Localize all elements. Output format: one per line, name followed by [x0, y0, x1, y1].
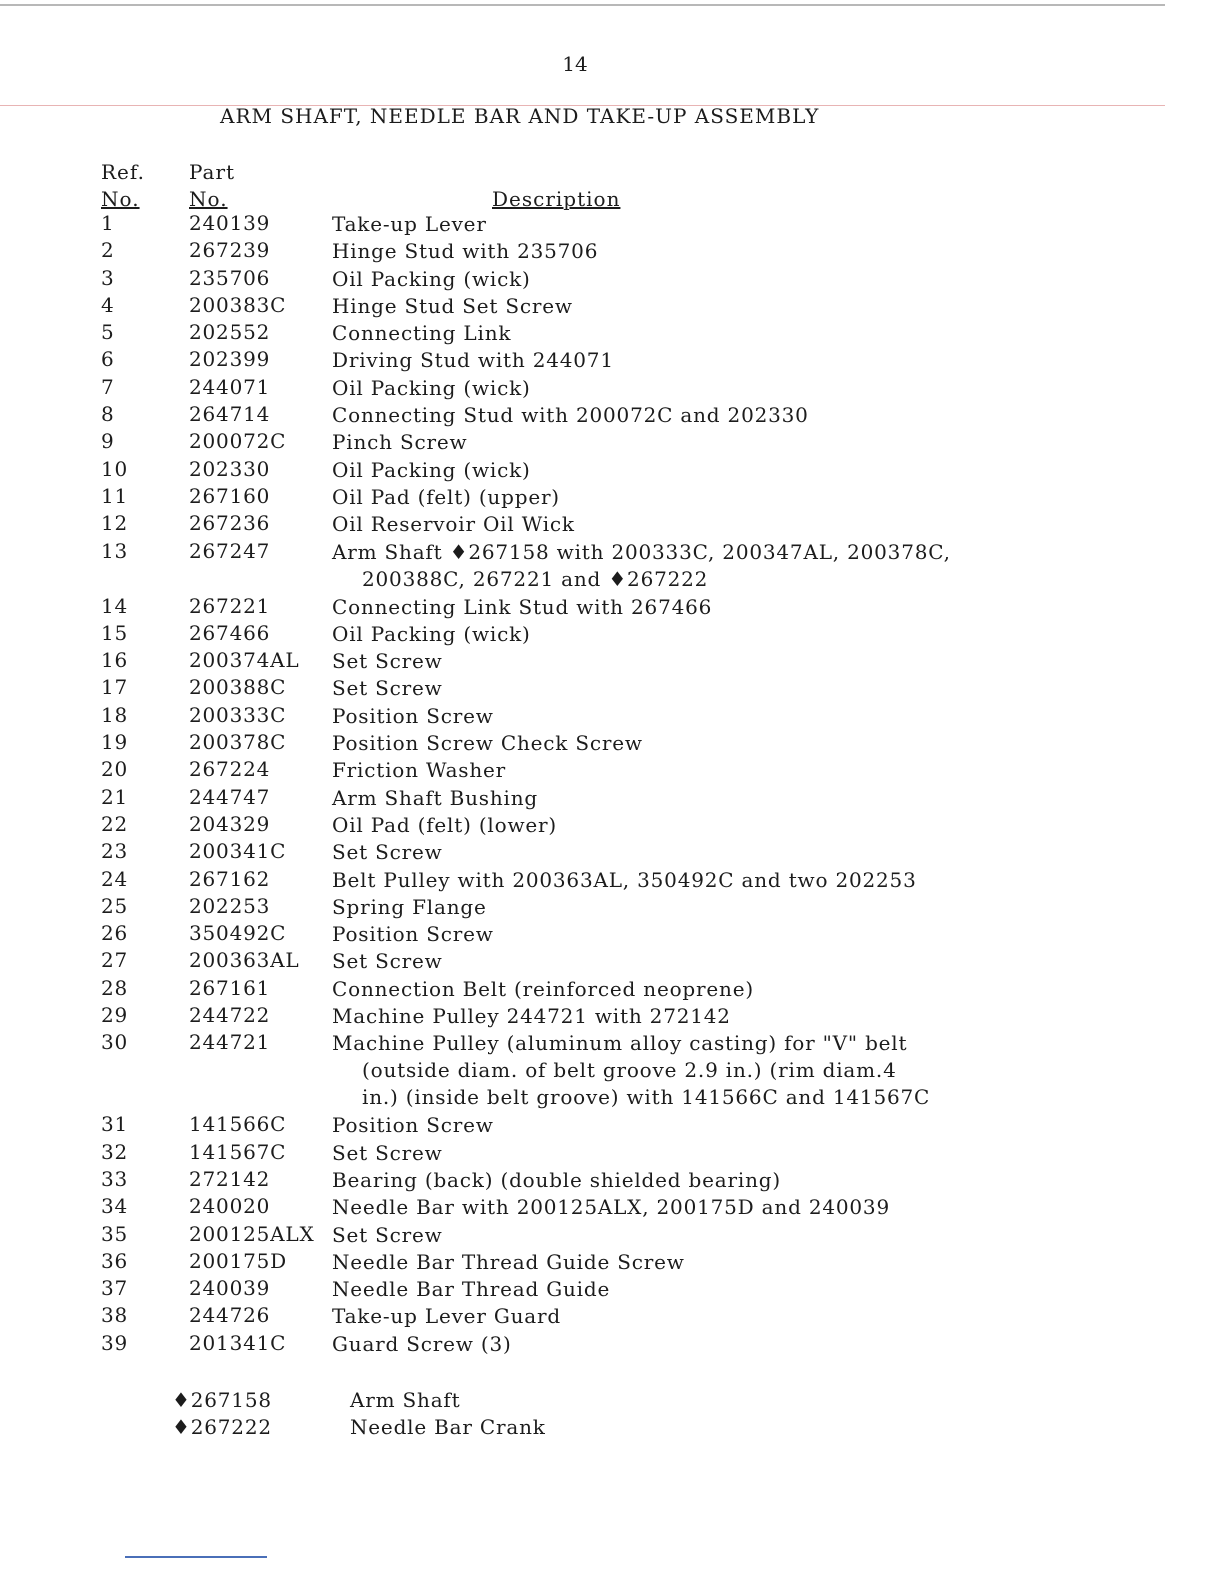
ref-number: 21 — [101, 784, 129, 809]
page-number: 14 — [562, 52, 588, 76]
ref-number: 4 — [101, 292, 115, 317]
description — [332, 1167, 781, 1194]
description-line: Oil Packing (wick) — [332, 375, 531, 400]
ref-number: 15 — [101, 620, 129, 645]
part-number: 264714 — [189, 402, 271, 427]
table-row — [0, 785, 1224, 812]
ref-number: 31 — [101, 1112, 129, 1137]
table-row — [0, 1276, 1224, 1303]
description — [332, 894, 487, 921]
ref-number: 38 — [101, 1303, 129, 1328]
description-line: Arm Shaft ♦267158 with 200333C, 200347AL, 200378C, — [332, 539, 951, 564]
table-row — [0, 703, 1224, 730]
table-row — [0, 1194, 1224, 1221]
description-line: Machine Pulley 244721 with 272142 — [332, 1004, 731, 1029]
table-row — [0, 976, 1224, 1003]
ref-number: 25 — [101, 893, 129, 918]
description-line: Position Screw — [332, 922, 494, 947]
table-row — [0, 1303, 1224, 1330]
ref-number: 10 — [101, 456, 129, 481]
ref-number: 13 — [101, 538, 129, 563]
description-line: Oil Packing (wick) — [332, 457, 531, 482]
description-line: Hinge Stud Set Screw — [332, 293, 573, 318]
table-row — [0, 511, 1224, 538]
description — [332, 347, 614, 374]
ref-number: 30 — [101, 1030, 129, 1055]
ref-number: 36 — [101, 1248, 129, 1273]
part-number: 240039 — [189, 1276, 271, 1301]
description-line: Guard Screw (3) — [332, 1331, 512, 1356]
table-row — [0, 1222, 1224, 1249]
description — [332, 867, 917, 894]
description — [332, 675, 443, 702]
part-number: 350492C — [189, 921, 287, 946]
footnote-row — [0, 1388, 1224, 1415]
part-number: 267466 — [189, 620, 271, 645]
part-number: 201341C — [189, 1330, 287, 1355]
description-line: Set Screw — [332, 949, 443, 974]
part-number: 267224 — [189, 757, 271, 782]
part-number: 202399 — [189, 347, 271, 372]
part-header-line1: Part — [189, 160, 236, 184]
ref-number: 6 — [101, 347, 115, 372]
ref-number: 39 — [101, 1330, 129, 1355]
table-row — [0, 594, 1224, 621]
table-row — [0, 266, 1224, 293]
part-number: 141567C — [189, 1139, 287, 1164]
description-continuation: (outside diam. of belt groove 2.9 in.) (rim diam.4 — [362, 1058, 897, 1083]
description — [332, 703, 494, 730]
description-line: Needle Bar Thread Guide Screw — [332, 1249, 685, 1274]
ref-number: 23 — [101, 839, 129, 864]
description — [332, 211, 487, 238]
part-number: 244071 — [189, 374, 271, 399]
description — [332, 948, 443, 975]
description — [332, 511, 575, 538]
part-number: 202330 — [189, 456, 271, 481]
description — [332, 1249, 685, 1276]
ref-number: 8 — [101, 402, 115, 427]
description-line: Set Screw — [332, 649, 443, 674]
description-line: Driving Stud with 244071 — [332, 348, 614, 373]
ref-number: 9 — [101, 429, 115, 454]
description-line: Belt Pulley with 200363AL, 350492C and two 202253 — [332, 867, 917, 892]
description-line: Oil Pad (felt) (upper) — [332, 484, 560, 509]
description-line: Oil Packing (wick) — [332, 266, 531, 291]
part-number: 267162 — [189, 866, 271, 891]
part-number: 200072C — [189, 429, 287, 454]
table-row — [0, 539, 1224, 594]
table-row — [0, 238, 1224, 265]
description — [332, 1331, 512, 1358]
description — [332, 429, 467, 456]
bottom-mark — [125, 1556, 267, 1558]
table-row — [0, 293, 1224, 320]
ref-header-line1: Ref. — [101, 160, 145, 184]
part-number: 202253 — [189, 893, 271, 918]
description-continuation: 200388C, 267221 and ♦267222 — [362, 566, 709, 591]
part-number: 244726 — [189, 1303, 271, 1328]
part-number: 267221 — [189, 593, 271, 618]
description-line: Set Screw — [332, 1140, 443, 1165]
table-row — [0, 320, 1224, 347]
ref-number: 20 — [101, 757, 129, 782]
part-number: 267161 — [189, 975, 271, 1000]
description-line: Set Screw — [332, 840, 443, 865]
footnote-description: Needle Bar Crank — [350, 1415, 546, 1439]
part-number: 202552 — [189, 320, 271, 345]
description-line: Spring Flange — [332, 894, 487, 919]
table-row — [0, 812, 1224, 839]
description-line: Position Screw — [332, 703, 494, 728]
description-line: Take-up Lever Guard — [332, 1304, 561, 1329]
part-number: 267160 — [189, 483, 271, 508]
table-row — [0, 839, 1224, 866]
description-line: Bearing (back) (double shielded bearing) — [332, 1167, 781, 1192]
ref-number: 35 — [101, 1221, 129, 1246]
description-line: Take-up Lever — [332, 212, 487, 236]
table-row — [0, 894, 1224, 921]
description-line: Needle Bar with 200125ALX, 200175D and 240039 — [332, 1195, 890, 1220]
table-row — [0, 757, 1224, 784]
description-line: Arm Shaft Bushing — [332, 785, 539, 810]
table-row — [0, 429, 1224, 456]
part-number: 244721 — [189, 1030, 271, 1055]
description — [332, 238, 598, 265]
ref-number: 33 — [101, 1166, 129, 1191]
part-number: 204329 — [189, 811, 271, 836]
description-line: Hinge Stud with 235706 — [332, 239, 599, 264]
part-number: 244722 — [189, 1003, 271, 1028]
description-line: Pinch Screw — [332, 430, 468, 455]
description — [332, 320, 511, 347]
part-number: 272142 — [189, 1166, 271, 1191]
description — [332, 457, 531, 484]
table-row — [0, 457, 1224, 484]
description — [332, 484, 560, 511]
ref-number: 11 — [101, 483, 129, 508]
description — [332, 621, 531, 648]
part-number: 240139 — [189, 211, 271, 235]
ref-number: 1 — [101, 211, 115, 235]
footnote-part: ♦267222 — [172, 1415, 272, 1439]
ref-number: 17 — [101, 675, 129, 700]
top-rule — [0, 4, 1165, 6]
table-row — [0, 730, 1224, 757]
part-number: 200333C — [189, 702, 287, 727]
description-line: Connecting Link — [332, 321, 512, 346]
description — [332, 293, 573, 320]
description — [332, 730, 643, 757]
description — [332, 812, 557, 839]
table-row — [0, 948, 1224, 975]
ref-number: 18 — [101, 702, 129, 727]
part-number: 267236 — [189, 511, 271, 536]
table-row — [0, 1030, 1224, 1112]
description — [332, 1303, 561, 1330]
description-line: Oil Pad (felt) (lower) — [332, 812, 557, 837]
description — [332, 402, 809, 429]
description — [332, 757, 506, 784]
table-row — [0, 211, 1224, 238]
description — [332, 1003, 731, 1030]
description — [332, 1222, 443, 1249]
ref-header-line2: No. — [101, 187, 140, 211]
part-number: 200125ALX — [189, 1221, 315, 1246]
table-row — [0, 621, 1224, 648]
ref-number: 22 — [101, 811, 129, 836]
part-number: 267239 — [189, 238, 271, 263]
part-number: 200363AL — [189, 948, 300, 973]
description — [332, 785, 538, 812]
description — [332, 594, 712, 621]
description-line: Connecting Stud with 200072C and 202330 — [332, 403, 809, 428]
page-title: ARM SHAFT, NEEDLE BAR AND TAKE-UP ASSEMBLY — [220, 104, 820, 128]
ref-number: 27 — [101, 948, 129, 973]
part-number: 267247 — [189, 538, 271, 563]
part-header-line2: No. — [189, 187, 228, 211]
ref-number: 29 — [101, 1003, 129, 1028]
description-line: Position Screw — [332, 1113, 494, 1138]
ref-number: 37 — [101, 1276, 129, 1301]
description-line: Set Screw — [332, 676, 443, 701]
table-row — [0, 484, 1224, 511]
description-line: Oil Packing (wick) — [332, 621, 531, 646]
description-line: Position Screw Check Screw — [332, 731, 643, 756]
table-row — [0, 1249, 1224, 1276]
ref-number: 3 — [101, 265, 115, 290]
description — [332, 839, 443, 866]
footnote-row — [0, 1415, 1224, 1442]
footnote-part: ♦267158 — [172, 1388, 272, 1412]
ref-number: 28 — [101, 975, 129, 1000]
ref-number: 16 — [101, 648, 129, 673]
description — [332, 1030, 930, 1111]
description-line: Set Screw — [332, 1222, 443, 1247]
description — [332, 1276, 610, 1303]
ref-number: 5 — [101, 320, 115, 345]
description — [332, 1140, 443, 1167]
ref-number: 2 — [101, 238, 115, 263]
parts-table — [0, 211, 1224, 1358]
table-row — [0, 375, 1224, 402]
ref-number: 19 — [101, 730, 129, 755]
part-number: 240020 — [189, 1194, 271, 1219]
table-row — [0, 1167, 1224, 1194]
description — [332, 1112, 494, 1139]
table-row — [0, 921, 1224, 948]
part-number: 200383C — [189, 292, 287, 317]
part-number: 200175D — [189, 1248, 287, 1273]
part-number: 244747 — [189, 784, 271, 809]
footnotes — [0, 1388, 1224, 1442]
description-line: Friction Washer — [332, 758, 507, 783]
table-row — [0, 347, 1224, 374]
description — [332, 1194, 890, 1221]
description-line: Connection Belt (reinforced neoprene) — [332, 976, 754, 1001]
part-number: 235706 — [189, 265, 271, 290]
description-line: Oil Reservoir Oil Wick — [332, 512, 575, 537]
table-row — [0, 867, 1224, 894]
table-row — [0, 1331, 1224, 1358]
part-number: 200378C — [189, 730, 287, 755]
table-row — [0, 402, 1224, 429]
ref-number: 26 — [101, 921, 129, 946]
ref-number: 24 — [101, 866, 129, 891]
description-header: Description — [492, 187, 621, 211]
description — [332, 648, 443, 675]
ref-number: 32 — [101, 1139, 129, 1164]
description — [332, 976, 754, 1003]
description-line: Needle Bar Thread Guide — [332, 1277, 611, 1302]
description-line: Machine Pulley (aluminum alloy casting) for "V" belt — [332, 1031, 908, 1056]
part-number: 200388C — [189, 675, 287, 700]
table-row — [0, 648, 1224, 675]
table-row — [0, 1003, 1224, 1030]
part-number: 200374AL — [189, 648, 300, 673]
table-row — [0, 1112, 1224, 1139]
description — [332, 539, 951, 593]
ref-number: 14 — [101, 593, 129, 618]
ref-number: 12 — [101, 511, 129, 536]
description-continuation: in.) (inside belt groove) with 141566C and 141567C — [362, 1085, 931, 1110]
ref-number: 34 — [101, 1194, 129, 1219]
description — [332, 375, 531, 402]
part-number: 141566C — [189, 1112, 287, 1137]
table-row — [0, 1140, 1224, 1167]
description — [332, 921, 494, 948]
footnote-description: Arm Shaft — [350, 1388, 461, 1412]
table-row — [0, 675, 1224, 702]
description — [332, 266, 531, 293]
ref-number: 7 — [101, 374, 115, 399]
description-line: Connecting Link Stud with 267466 — [332, 594, 713, 619]
part-number: 200341C — [189, 839, 287, 864]
